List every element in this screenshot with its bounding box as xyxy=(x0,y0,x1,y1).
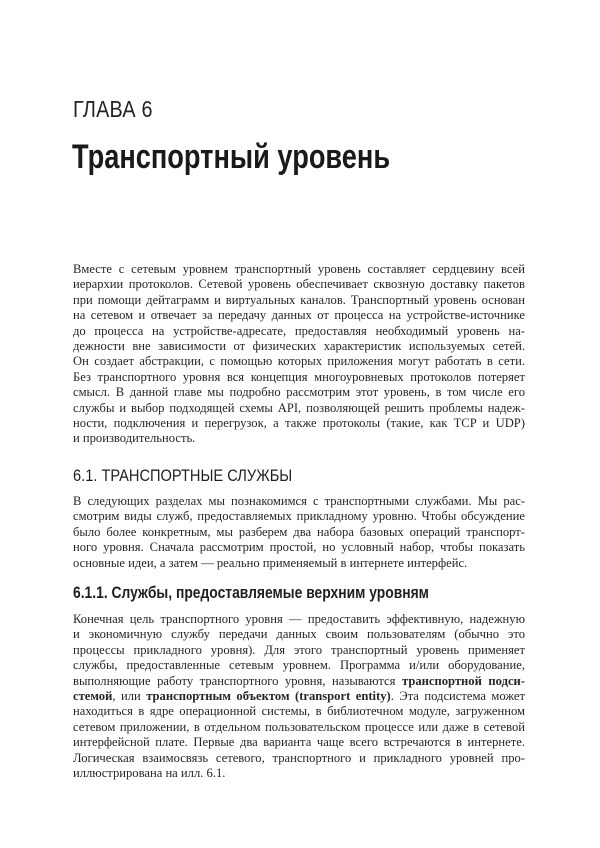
paragraph-line: процессы прикладного уровня). Для этого транспортный уровень применяет xyxy=(73,642,525,657)
intro-line: ности, подключения и перегрузок, а также протоколы (такие, как TCP и UDP) xyxy=(73,415,525,430)
intro-line: на сетевом и отвечает за передачу данных от процесса на устройстве-источнике xyxy=(73,308,525,323)
intro-line: Вместе с сетевым уровнем транспортный уровень составляет сердцевину всей xyxy=(73,262,525,276)
paragraph-line: было более конкретным, мы разберем два набора базовых операций транспорт- xyxy=(73,524,525,539)
paragraph-line: и экономичную службу передачи данных своим пользователям (обычно это xyxy=(73,627,525,642)
paragraph-line: основные идеи, а затем — реально применяемый в интернете интерфейс. xyxy=(73,555,468,570)
chapter-label: ГЛАВА 6 xyxy=(73,96,153,122)
intro-line: смысл. В данной главе мы подробно рассмотрим этот уровень, в том числе его xyxy=(73,385,525,400)
term-bold: стемой xyxy=(73,688,113,703)
paragraph-line xyxy=(73,689,525,704)
term-bold: транспортной подси- xyxy=(401,673,526,688)
paragraph-line: ного уровня. Сначала рассмотрим простой, но условный набор, чтобы показать xyxy=(73,540,525,555)
paragraph-line xyxy=(73,674,525,689)
term-bold: транспортным объектом (transport entity) xyxy=(146,688,391,703)
intro-line: и производительность. xyxy=(73,431,196,446)
paragraph-line: В следующих разделах мы познакомимся с транспортными службами. Мы рас- xyxy=(73,494,525,508)
paragraph-line: иллюстрирована на илл. 6.1. xyxy=(73,765,226,780)
intro-line: Он создает абстракции, с помощью которых приложения могут работать в сети. xyxy=(73,354,525,369)
chapter-title: Транспортный уровень xyxy=(72,138,391,176)
paragraph-line: службы, предоставленные сетевым уровнем. Программа и/или оборудование, xyxy=(73,658,525,673)
intro-line: иерархии протоколов. Сетевой уровень обеспечивает сквозную доставку пакетов xyxy=(73,277,525,292)
intro-line: Без транспортного уровня вся концепция многоуровневых протоколов потеряет xyxy=(73,369,525,384)
section-heading-6-1-1: 6.1.1. Службы, предоставляемые верхним уровням xyxy=(73,584,429,602)
paragraph-line: интерфейсной плате. Первые два варианта чаще всего встречаются в интернете. xyxy=(73,735,525,750)
section-6-1-paragraph xyxy=(73,494,525,571)
intro-line: дежности вне зависимости от физических характеристик используемых сетей. xyxy=(73,338,525,353)
text-run: , или xyxy=(112,688,147,703)
intro-line: при помощи дейтаграмм и виртуальных каналов. Транспортный уровень основан xyxy=(73,292,525,307)
paragraph-line: находиться в ядре операционной системы, в библиотечном модуле, загруженном xyxy=(73,704,525,719)
text-run: выполняющие работу транспортного уровня, называются xyxy=(73,673,402,688)
paragraph-line: сетевом приложении, в отдельном пользовательском процессе или даже в сетевой xyxy=(73,719,525,734)
intro-paragraph xyxy=(73,262,525,447)
text-run: . Эта подсистема может xyxy=(390,688,525,703)
paragraph-line: Конечная цель транспортного уровня — предоставить эффективную, надежную xyxy=(73,612,525,626)
intro-line: службы и выбор подходящей схемы API, позволяющей решить проблемы надеж- xyxy=(73,400,525,415)
section-heading-6-1: 6.1. ТРАНСПОРТНЫЕ СЛУЖБЫ xyxy=(73,466,293,485)
paragraph-line: смотрим виды служб, предоставляемых прикладному уровню. Чтобы обсуждение xyxy=(73,509,525,524)
section-6-1-1-paragraph xyxy=(73,612,525,781)
paragraph-line: Логическая взаимосвязь сетевого, транспортного и прикладного уровней про- xyxy=(73,750,525,765)
intro-line: до процесса на устройстве-адресате, предоставляя необходимый уровень на- xyxy=(73,323,525,338)
